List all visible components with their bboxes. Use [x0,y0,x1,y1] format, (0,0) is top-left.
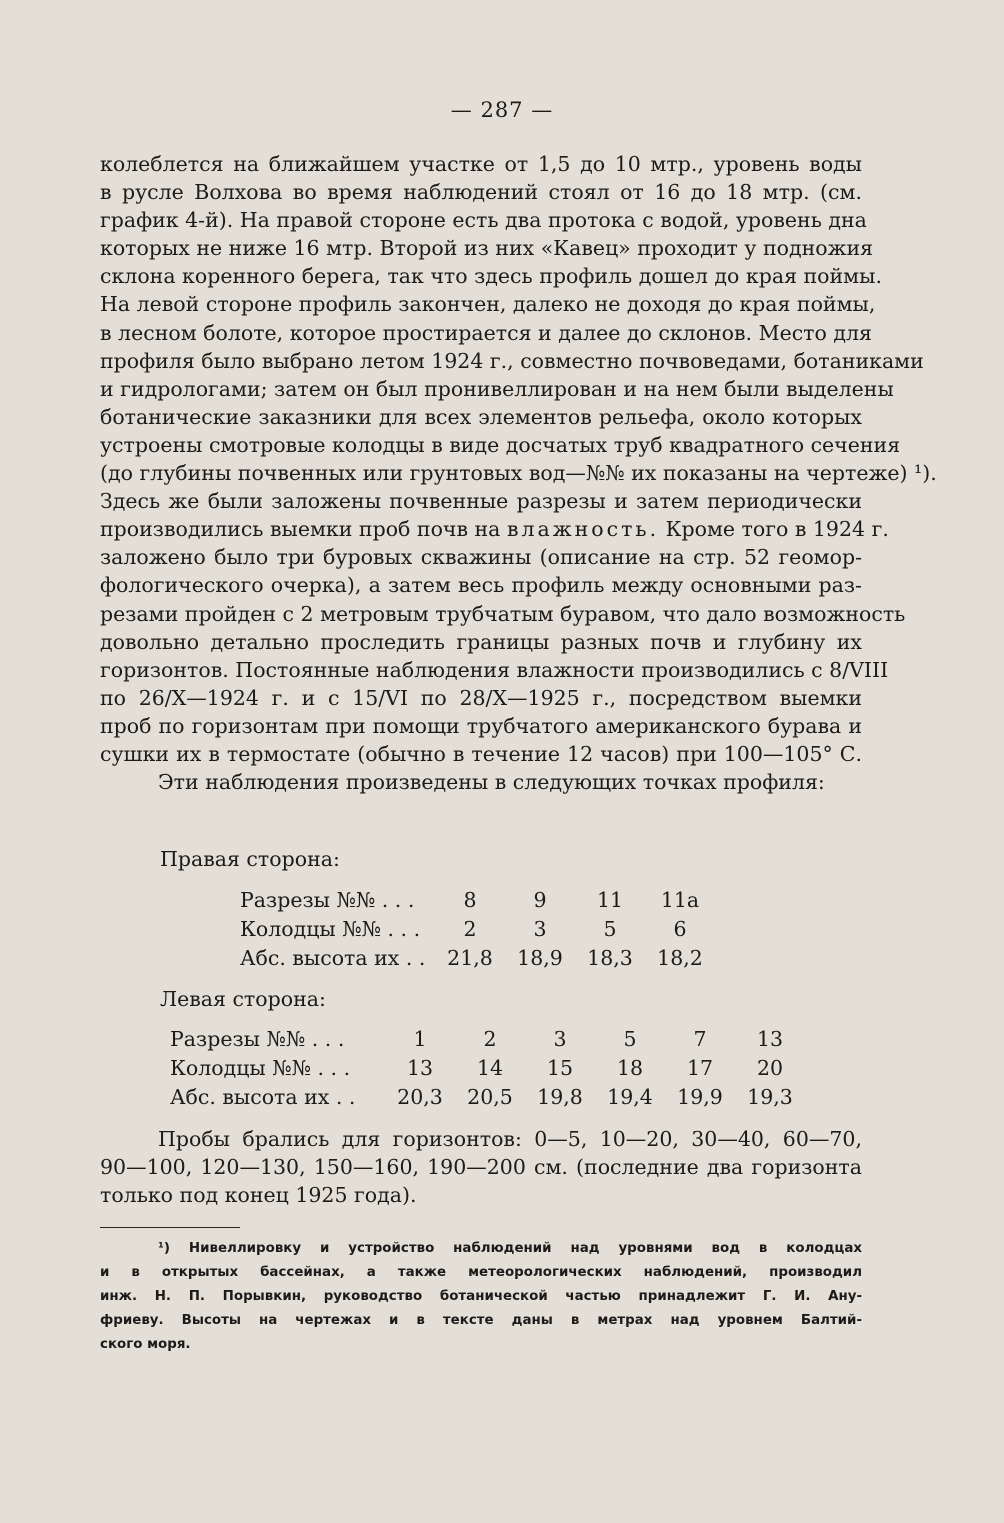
table-cell: 19,3 [747,1085,793,1109]
table-cell: 18,2 [657,946,703,970]
table-cell: 13 [406,1056,434,1080]
table-cell: 17 [686,1056,714,1080]
main-text [100,150,937,796]
table-cell: 2 [463,917,477,941]
footnote-line: ¹) Нивеллировку и устройство наблюдений над уровнями вод в колодцах [158,1241,862,1256]
table-cell: 20 [756,1056,784,1080]
table-cell: 5 [623,1027,637,1051]
row-label: Разрезы №№ . . . [240,888,415,912]
text-line: заложено было три буровых скважины (описание на стр. 52 геомор- [100,545,862,570]
row-label: Колодцы №№ . . . [240,917,421,941]
table-cell: 8 [463,888,477,912]
table-row [170,1025,805,1054]
table-cell: 14 [476,1056,504,1080]
table-row [240,944,715,973]
text-line: На левой стороне профиль закончен, далеко не доходя до края поймы, [100,292,876,317]
text-line: сушки их в термостате (обычно в течение 12 часов) при 100—105° С. [100,741,862,766]
text-line: в лесном болоте, которое простирается и далее до склонов. Место для [100,320,872,345]
table-row [240,886,715,915]
text-line: 90—100, 120—130, 150—160, 190—200 см. (последние два горизонта [100,1155,862,1180]
footnote [100,1237,862,1357]
page-number: — 287 — [450,98,554,122]
footnote-line: инж. Н. П. Порывкин, руководство ботанической частью принадлежит Г. И. Ану- [100,1289,862,1305]
table-cell: 3 [553,1027,567,1051]
table-cell: 18,3 [587,946,633,970]
footnote-line: ского моря. [100,1337,191,1353]
table-cell: 13 [756,1027,784,1051]
text-segment: производились выемки проб почв на [100,517,501,542]
table-cell: 3 [533,917,547,941]
table-row [240,915,715,944]
table-cell: 2 [483,1027,497,1051]
text-line: по 26/X—1924 г. и с 15/VI по 28/X—1925 г., посредством выемки [100,685,862,710]
text-line: Здесь же были заложены почвенные разрезы и затем периодически [100,489,862,514]
table-cell: 6 [673,917,687,941]
text-line: Пробы брались для горизонтов: 0—5, 10—20, 30—40, 60—70, [158,1127,862,1151]
text-line: ботанические заказники для всех элементов рельефа, около которых [100,404,862,429]
emphasized-word: влажность. [506,517,660,542]
table-row [170,1083,805,1112]
table-row [170,1054,805,1083]
text-line: и гидрологами; затем он был пронивеллирован и на нем были выделены [100,376,894,401]
text-line: в русле Волхова во время наблюдений стоял от 16 до 18 мтр. (см. [100,180,862,205]
footnote-line: фриеву. Высоты на чертежах и в тексте даны в метрах над уровнем Балтий- [100,1313,862,1329]
table-cell: 15 [546,1056,574,1080]
text-line: которых не ниже 16 мтр. Второй из них «Кавец» проходит у подножия [100,236,874,261]
table-cell: 19,9 [677,1085,723,1109]
text-line: профиля было выбрано летом 1924 г., совместно почвоведами, ботаниками [100,348,924,373]
table-cell: 20,3 [397,1085,443,1109]
sampling-paragraph [100,1125,862,1209]
text-line: горизонтов. Постоянные наблюдения влажности производились с 8/VIII [100,657,889,682]
text-line: фологического очерка), а затем весь профиль между основными раз- [100,573,862,598]
row-label: Колодцы №№ . . . [170,1056,351,1080]
text-line [100,515,889,543]
row-label: Абс. высота их . . [240,946,426,970]
table-cell: 5 [603,917,617,941]
text-segment: Кроме того в 1924 г. [665,517,889,542]
text-line: график 4-й). На правой стороне есть два протока с водой, уровень дна [100,208,867,233]
text-line: Эти наблюдения произведены в следующих точках профиля: [158,770,825,795]
table-cell: 9 [533,888,547,912]
text-line: довольно детально проследить границы разных почв и глубину их [100,629,862,654]
row-label: Разрезы №№ . . . [170,1027,345,1051]
left-side-table [170,1025,805,1112]
footnote-divider [100,1227,240,1228]
text-line: устроены смотровые колодцы в виде досчатых труб квадратного сечения [100,432,901,457]
table-cell: 1 [413,1027,427,1051]
row-label: Абс. высота их . . [170,1085,356,1109]
table-cell: 19,8 [537,1085,583,1109]
table-cell: 11 [596,888,624,912]
text-line: (до глубины почвенных или грунтовых вод—№№ их показаны на чертеже) ¹). [100,461,937,486]
right-side-heading: Правая сторона: [160,847,340,871]
table-cell: 21,8 [447,946,493,970]
left-side-heading: Левая сторона: [160,987,326,1011]
text-line: только под конец 1925 года). [100,1183,417,1208]
table-cell: 20,5 [467,1085,513,1109]
right-side-table [240,886,715,973]
text-line: колеблется на ближайшем участке от 1,5 до 10 мтр., уровень воды [100,152,862,176]
text-line: проб по горизонтам при помощи трубчатого американского бурава и [100,713,862,738]
footnote-line: и в открытых бассейнах, а также метеорологических наблюдений, производил [100,1265,862,1281]
table-cell: 18,9 [517,946,563,970]
table-cell: 7 [693,1027,707,1051]
text-line: резами пройден с 2 метровым трубчатым буравом, что дало возможность [100,601,906,626]
table-cell: 19,4 [607,1085,653,1109]
table-cell: 18 [616,1056,644,1080]
text-line: склона коренного берега, так что здесь профиль дошел до края поймы. [100,264,882,289]
table-cell: 11а [660,888,700,912]
